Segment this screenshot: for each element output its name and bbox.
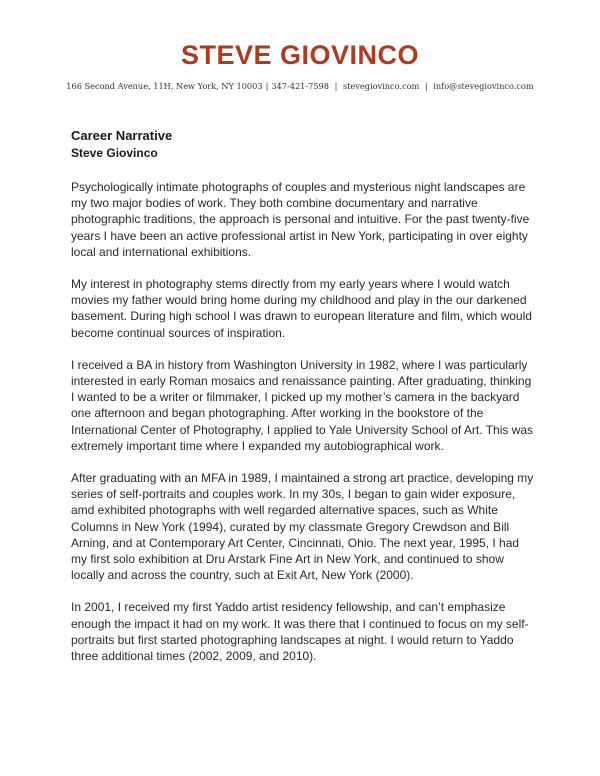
paragraph: In 2001, I received my first Yaddo artist residency fellowship, and can’t emphasize enough the impact it had on my work. It was there that I continued to focus on my self-portraits but first started photographing landscapes at night. I would return to Yaddo three additional times (2002, 2009, and 2010). — [71, 600, 529, 664]
contact-separator: | — [331, 81, 340, 91]
paragraph: My interest in photography stems directly from my early years where I would watch movies my father would bring home during my childhood and play in the our darkened basement. During high school I was drawn to european literature and film, which would become continual sources of inspiration. — [71, 277, 532, 340]
header-name: STEVE GIOVINCO — [180, 40, 420, 70]
paragraph: After graduating with an MFA in 1989, I maintained a strong art practice, developing my series of self-portraits and couples work. In my 30s, I began to gain wider exposure, amd exhibited photographs with well regarded alternative spaces, such as White Columns in New York (1994), curated by my classmate Gregory Crewdson and Bill Arning, and at Contemporary Art Center, Cincinnati, Ohio. The next year, 1995, I had my first solo exhibition at Dru Arstark Fine Art in New York, and continued to show locally and across the country, such at Exit Art, New York (2000). — [71, 471, 534, 583]
paragraph: Psychologically intimate photographs of couples and mysterious night landscapes are my two major bodies of work. They both combine documentary and narrative photographic traditions, the approach is personal and intuitive. For the past twenty-five years I have been an active professional artist in New York, participating in over eighty local and international exhibitions. — [71, 180, 530, 259]
contact-email[interactable]: info@stevegiovinco.com — [433, 81, 534, 91]
contact-line — [0, 81, 600, 91]
contact-address: 166 Second Avenue, 11H, New York, NY 10003 — [66, 81, 263, 91]
document-body — [71, 128, 537, 664]
contact-website[interactable]: stevegiovinco.com — [342, 81, 420, 91]
document-title: Career Narrative — [71, 128, 173, 143]
contact-separator: | — [422, 81, 431, 91]
paragraph: I received a BA in history from Washington University in 1982, where I was particularly interested in early Roman mosaics and renaissance painting. After graduating, thinking I wanted to be a writer or filmmaker, I picked up my mother’s camera in the backyard one afternoon and began photographing. After working in the bookstore of the International Center of Photography, I applied to Yale University School of Art. This was extremely important time where I expanded my autobiographical work. — [71, 357, 534, 453]
contact-phone: 347-421-7598 — [271, 81, 329, 91]
document-author: Steve Giovinco — [71, 146, 158, 160]
contact-separator: | — [265, 81, 269, 91]
